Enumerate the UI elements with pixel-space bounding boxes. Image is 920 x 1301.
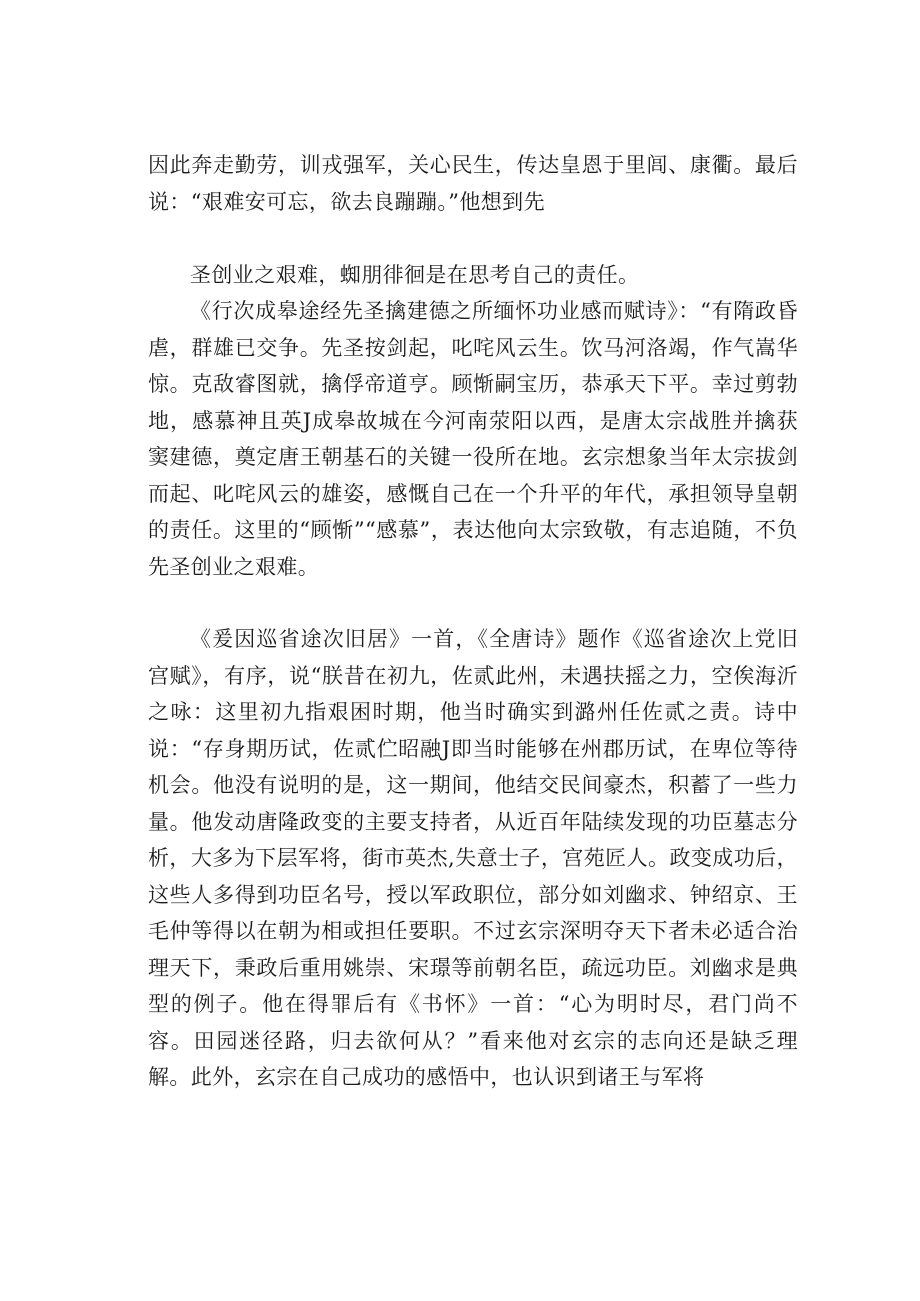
paragraph-4: 《爰因巡省途次旧居》一首，《全唐诗》题作《巡省途次上党旧宫赋》，有序，说“朕昔在初九，佐贰此州，未遇扶摇之力，空俟海沂之咏：这里初九指艰困时期，他当时确实到潞州任佐贰之责。诗中说：“存身期历试，佐贰伫昭融J即当时能够在州郡历试，在卑位等待机会。他没有说明的是，这一期间，他结交民间豪杰，积蓄了一些力量。他发动唐隆政变的主要支持者，从近百年陆续发现的功臣墓志分析，大多为下层军将，街市英杰,失意士子，宫苑匠人。政变成功后，这些人多得到功臣名号，授以军政职位，部分如刘幽求、钟绍京、王毛仲等得以在朝为相或担任要职。不过玄宗深明夺天下者未必适合治理天下，秉政后重用姚崇、宋璟等前朝名臣，疏远功臣。刘幽求是典型的例子。他在得罪后有《书怀》一首：“心为明时尽，君门尚不容。田园迷径路，归去欲何从？”看来他对玄宗的志向还是缺乏理解。此外，玄宗在自己成功的感悟中，也认识到诸王与军将 [148, 627, 798, 1089]
paragraph-3: 《行次成皋途经先圣擒建德之所缅怀功业感而赋诗》：“有隋政昏虐，群雄已交争。先圣按剑起，叱咤风云生。饮马河洛竭，作气嵩华惊。克敌睿图就，擒俘帝道亨。顾惭嗣宝历，恭承天下平。幸过剪勃地，感慕神且英J成皋故城在今河南荥阳以西，是唐太宗战胜并擒获窦建德，奠定唐王朝基石的关键一役所在地。玄宗想象当年太宗拔剑而起、叱咤风云的雄姿，感慨自己在一个升平的年代，承担领导皇朝的责任。这里的“顾惭”“感慕”，表达他向太宗致敬，有志追随，不负先圣创业之艰难。 [148, 299, 798, 579]
paragraph-1: 因此奔走勤劳，训戎强军，关心民生，传达皇恩于里闾、康衢。最后说：“艰难安可忘，欲去良蹦蹦。”他想到先 [148, 153, 798, 214]
paragraph-2: 圣创业之艰难，蜘朋徘徊是在思考自己的责任。 [190, 263, 640, 287]
